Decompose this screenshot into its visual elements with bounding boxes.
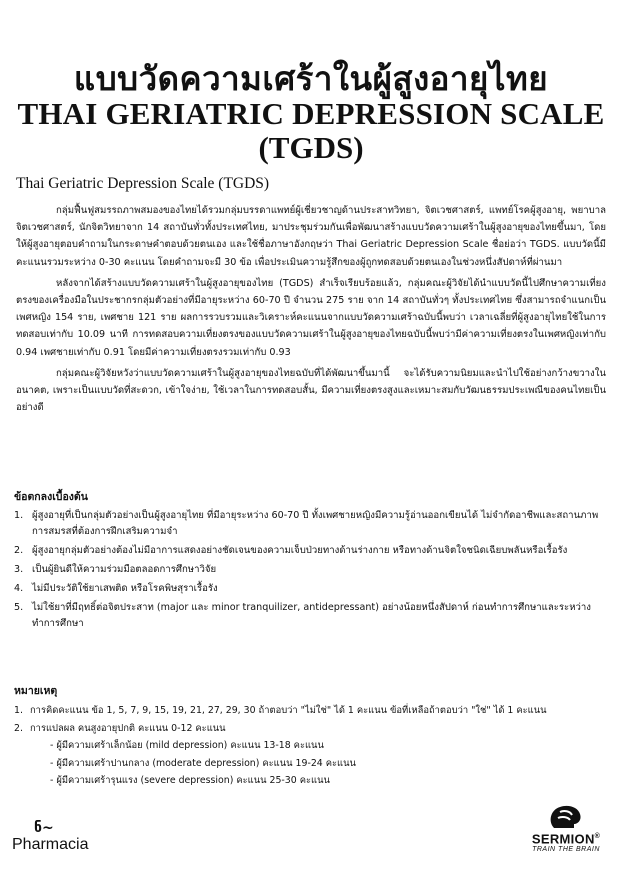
sermion-tagline: TRAIN THE BRAIN	[532, 846, 600, 854]
title-abbreviation: (TGDS)	[258, 130, 364, 165]
note-number: 1.	[14, 705, 23, 716]
condition-text: ไม่มีประวัติใช้ยาเสพติด หรือโรคพิษสุราเรื้อรัง	[32, 583, 218, 594]
pharmacia-wordmark: Pharmacia	[12, 836, 89, 853]
conditions-list	[14, 508, 608, 635]
condition-item	[14, 581, 608, 597]
condition-item	[14, 508, 608, 540]
sermion-logo	[520, 802, 612, 862]
interpretation-mild: - ผู้มีความเศร้าเล็กน้อย (mild depression) คะแนน 13-18 คะแนน	[50, 740, 324, 751]
condition-item	[14, 600, 608, 632]
paragraph-1: กลุ่มฟื้นฟูสมรรถภาพสมองของไทยได้รวมกลุ่มบรรดาแพทย์ผู้เชี่ยวชาญด้านประสาทวิทยา, จิตเวชศาสตร์, แพทย์โรคผู้สูงอายุ, พยาบาลจิตเวชศาสตร์, นักจิตวิทยาจาก 14 สถาบันทั่วทั้งประเทศไทย, มาประชุมร่วมกันเพื่อพัฒนาสร้างแบบวัดความเศร้าในผู้สูงอายุของไทยขึ้นมา, โดยให้ผู้สูงอายุตอบคำถามในกระดาษคำตอบด้วยตนเอง และใช้ชื่อภาษาอังกฤษว่า Thai Geriatric Depression Scale ชื่อย่อว่า TGDS. แบบวัดนี้มีคะแนนรวมระหว่าง 0-30 คะแนน โดยคำถามจะมี 30 ข้อ เพื่อประเมินความรู้สึกของผู้ถูกทดสอบด้วยตนเองในช่วงหนึ่งสัปดาห์ที่ผ่านมา	[16, 205, 606, 268]
notes-list	[14, 702, 608, 790]
notes-heading: หมายเหตุ	[14, 685, 58, 697]
paragraph-3: กลุ่มคณะผู้วิจัยหวังว่าแบบวัดความเศร้าในผู้สูงอายุของไทยฉบับที่ได้พัฒนาขึ้นมานี้ จะได้รับความนิยมและนำไปใช้อย่างกว้างขวางในอนาคต, เพราะเป็นแบบวัดที่สะดวก, เข้าใจง่าย, ใช้เวลาในการทดสอบสั้น, มีความเที่ยงตรงสูงและเหมาะสมกับวัฒนธรรมประเพณีของคนไทยเป็นอย่างดี	[16, 367, 606, 414]
sermion-brand	[520, 830, 612, 846]
interpretation-moderate: - ผู้มีความเศร้าปานกลาง (moderate depression) คะแนน 19-24 คะแนน	[50, 757, 356, 769]
condition-number: 2.	[14, 545, 24, 556]
note-item	[14, 702, 608, 720]
condition-number: 1.	[14, 510, 24, 521]
pharmacia-mark-icon: ნ~	[34, 820, 54, 836]
note-text: การแปลผล คนสูงอายุปกติ คะแนน 0-12 คะแนน	[30, 722, 226, 734]
condition-text: ผู้สูงอายุกลุ่มตัวอย่างต้องไม่มีอาการแสดงอย่างชัดเจนของความเจ็บป่วยทางด้านร่างกาย หรือทางด้านจิตใจชนิดเฉียบพลันหรือเรื้อรัง	[32, 545, 568, 556]
sermion-brand-name: SERMION	[531, 831, 595, 847]
title-english: THAI GERIATRIC DEPRESSION SCALE	[17, 96, 605, 131]
interpretation-severe: - ผู้มีความเศร้ารุนแรง (severe depression) คะแนน 25-30 คะแนน	[50, 775, 330, 786]
condition-number: 3.	[14, 564, 24, 575]
condition-number: 4.	[14, 583, 24, 594]
subtitle: Thai Geriatric Depression Scale (TGDS)	[16, 175, 270, 192]
paragraph-2: หลังจากได้สร้างแบบวัดความเศร้าในผู้สูงอายุของไทย (TGDS) สำเร็จเรียบร้อยแล้ว, กลุ่มคณะผู้วิจัยได้นำแบบวัดนี้ไปศึกษาความเที่ยงตรงของเครื่องมือในประชากรกลุ่มตัวอย่างที่มีอายุระหว่าง 60-70 ปี จำนวน 275 ราย จาก 14 สถาบันทั่วๆ ทั้งประเทศไทย ซึ่งสามารถจำแนกเป็นเพศหญิง 154 ราย, เพศชาย 121 ราย ผลการรวบรวมและวิเคราะห์คะแนนจากแบบวัดความเศร้าฉบับนี้พบว่า เวลาเฉลี่ยที่ผู้สูงอายุไทยใช้ในการทดสอบเท่ากับ 10.09 นาที การทดสอบความเที่ยงตรงของแบบวัดความเศร้าในผู้สูงอายุของไทยฉบับนี้พบว่ามีค่าความเที่ยงตรงในเพศหญิงเท่ากับ 0.94 เพศชายเท่ากับ 0.91 โดยมีค่าความเที่ยงตรงรวมเท่ากับ 0.93	[16, 277, 606, 358]
conditions-heading: ข้อตกลงเบื้องต้น	[14, 491, 88, 503]
condition-text: ผู้สูงอายุที่เป็นกลุ่มตัวอย่างเป็นผู้สูงอายุไทย ที่มีอายุระหว่าง 60-70 ปี ทั้งเพศชายหญิงมีความรู้อ่านออกเขียนได้ ไม่จำกัดอาชีพและสถานภาพการสมรสที่ต้องการฝึกเสริมความจำ	[32, 510, 599, 537]
registered-mark: ®	[594, 833, 601, 840]
condition-number: 5.	[14, 602, 24, 613]
condition-item	[14, 543, 608, 559]
condition-text: ไม่ใช้ยาที่มีฤทธิ์ต่อจิตประสาท (major และ minor tranquilizer, antidepressant) อย่างน้อยหนึ่งสัปดาห์ ก่อนทำการศึกษาและระหว่างทำการศึกษา	[32, 602, 591, 629]
pharmacia-logo	[12, 820, 122, 860]
condition-text: เป็นผู้ยินดีให้ความร่วมมือตลอดการศึกษาวิจัย	[32, 564, 217, 575]
title-thai: แบบวัดความเศร้าในผู้สูงอายุไทย	[73, 59, 549, 98]
condition-item	[14, 562, 608, 578]
note-number: 2.	[14, 722, 23, 734]
brain-icon	[546, 802, 586, 830]
intro-body	[16, 202, 606, 420]
note-text: การคิดคะแนน ข้อ 1, 5, 7, 9, 15, 19, 21, 27, 29, 30 ถ้าตอบว่า "ไม่ใช่" ได้ 1 คะแนน ข้อที่เหลือถ้าตอบว่า "ใช่" ได้ 1 คะแนน	[30, 705, 547, 716]
note-item	[14, 720, 608, 738]
